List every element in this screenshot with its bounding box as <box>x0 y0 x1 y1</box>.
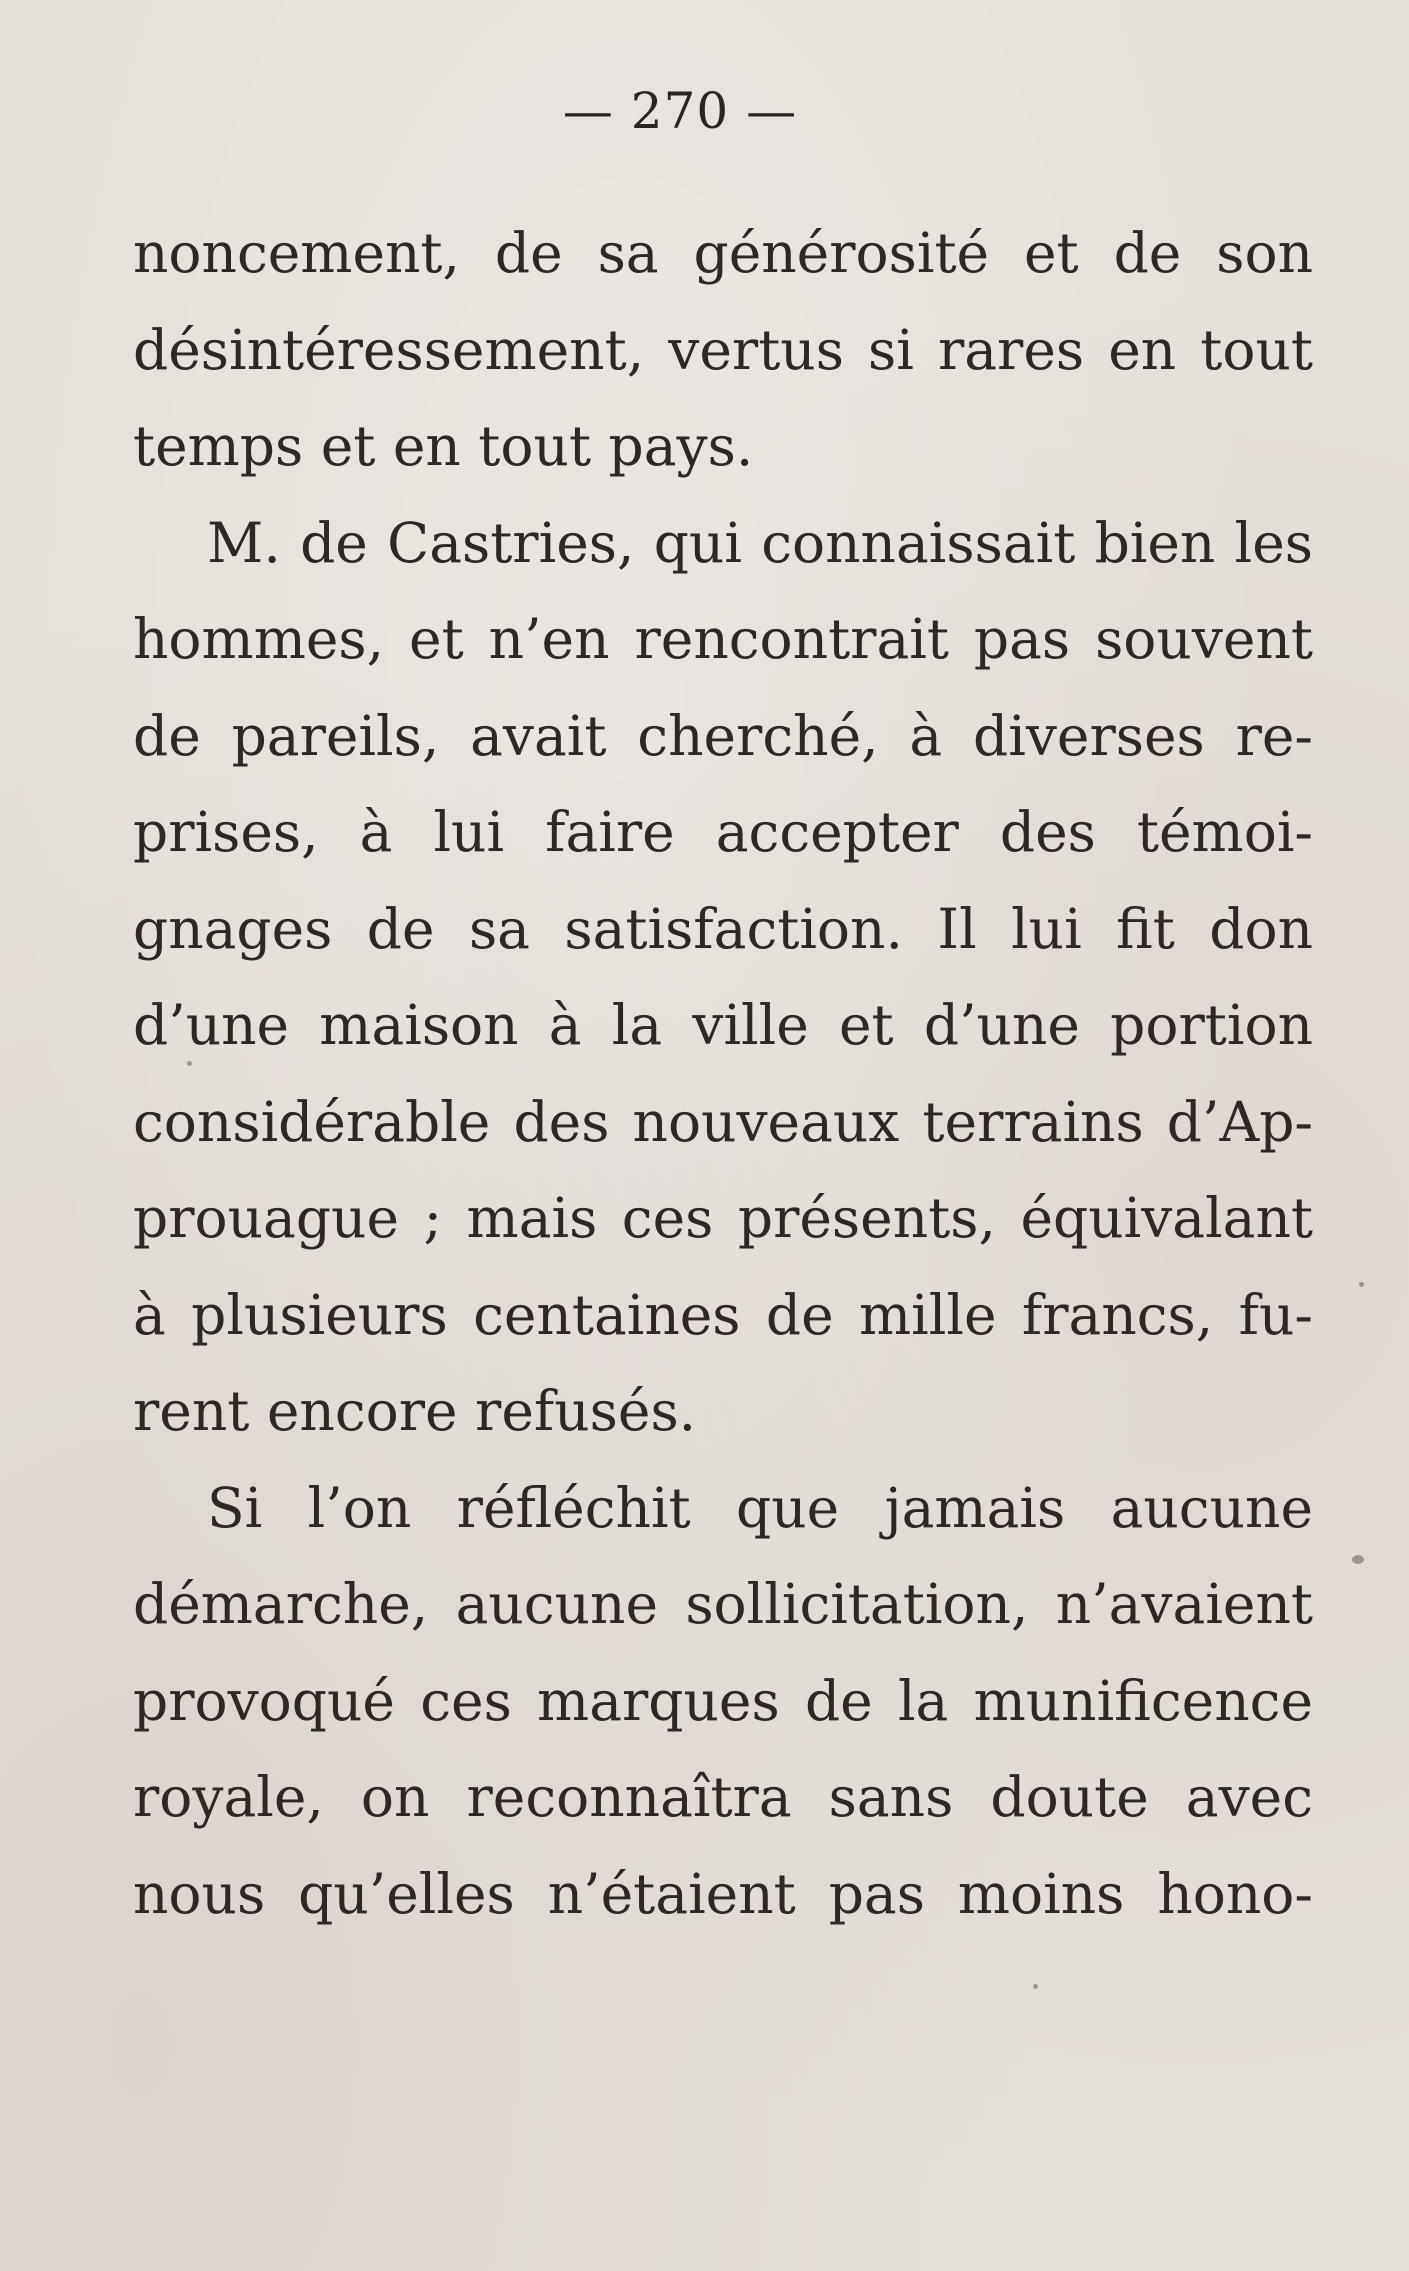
text-line: prises, à lui faire accepter des témoi- <box>133 800 1313 864</box>
body-text <box>133 205 1313 1942</box>
text-line: prouague ; mais ces présents, équivalant <box>133 1186 1313 1250</box>
paper-speck <box>1352 1555 1364 1564</box>
text-line: Si l’on réfléchit que jamais aucune <box>207 1475 1313 1540</box>
text-line: hommes, et n’en rencontrait pas souvent <box>133 607 1313 671</box>
text-line: provoqué ces marques de la munificence <box>133 1668 1313 1733</box>
text-line: d’une maison à la ville et d’une portion <box>133 993 1313 1057</box>
page-number: — 270 — <box>562 82 798 140</box>
text-line: nous qu’elles n’étaient pas moins hono- <box>133 1861 1313 1926</box>
text-line: de pareils, avait cherché, à diverses re- <box>133 703 1313 768</box>
text-line: rent encore refusés. <box>133 1379 697 1443</box>
text-line: M. de Castries, qui connaissait bien les <box>207 510 1313 575</box>
paper-speck <box>187 1061 192 1066</box>
paper-speck <box>1033 1984 1038 1989</box>
text-line: noncement, de sa générosité et de son <box>133 221 1313 285</box>
text-line: gnages de sa satisfaction. Il lui fit don <box>133 896 1313 961</box>
text-line: désintéressement, vertus si rares en tout <box>133 317 1313 382</box>
paper-speck <box>1359 1282 1364 1287</box>
text-line: à plusieurs centaines de mille francs, fu- <box>133 1282 1313 1347</box>
text-line: royale, on reconnaîtra sans doute avec <box>133 1765 1313 1829</box>
text-line: considérable des nouveaux terrains d’Ap- <box>133 1089 1313 1154</box>
text-line: temps et en tout pays. <box>133 414 754 478</box>
text-line: démarche, aucune sollicitation, n’avaient <box>133 1572 1313 1636</box>
